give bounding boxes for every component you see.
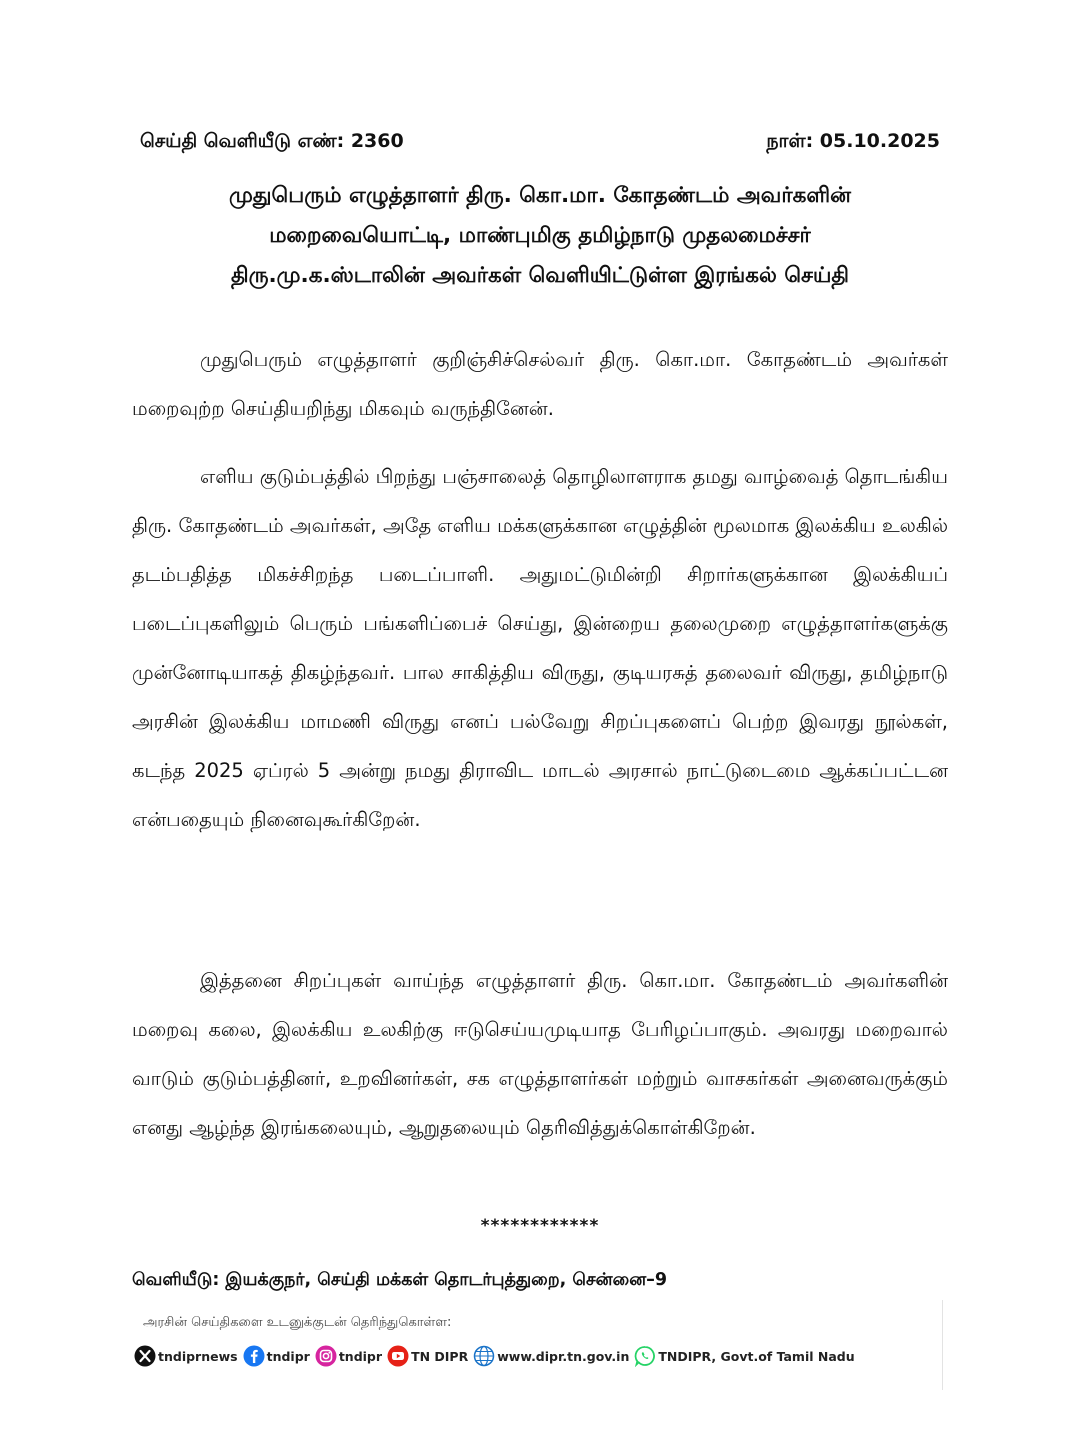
paragraph-2-container bbox=[132, 452, 948, 844]
paragraph-1: முதுபெரும் எழுத்தாளர் குறிஞ்சிச்செல்வர் திரு. கொ.மா. கோதண்டம் அவர்கள் மறைவுற்ற செய்தியறிந்து மிகவும் வருந்தினேன். bbox=[132, 348, 948, 420]
social-website[interactable] bbox=[473, 1345, 629, 1367]
release-date: நாள்: 05.10.2025 bbox=[766, 130, 940, 152]
social-whatsapp-label: TNDIPR, Govt.of Tamil Nadu bbox=[658, 1348, 855, 1364]
paragraph-3: இத்தனை சிறப்புகள் வாய்ந்த எழுத்தாளர் திரு. கொ.மா. கோதண்டம் அவர்களின் மறைவு கலை, இலக்கிய உலகிற்கு ஈடுசெய்யமுடியாத பேரிழப்பாகும். அவரது மறைவால் வாடும் குடும்பத்தினர், உறவினர்கள், சக எழுத்தாளர்கள் மற்றும் வாசகர்கள் அனைவருக்கும் எனது ஆழ்ந்த இரங்கலையும், ஆறுதலையும் தெரிவித்துக்கொள்கிறேன். bbox=[132, 969, 948, 1139]
social-instagram[interactable] bbox=[315, 1345, 382, 1367]
social-youtube-label: TN DIPR bbox=[411, 1348, 469, 1364]
title-line: மறைவையொட்டி, மாண்புமிகு தமிழ்நாடு முதலமைச்சர் bbox=[269, 223, 811, 248]
whatsapp-icon bbox=[634, 1345, 656, 1367]
social-youtube[interactable] bbox=[387, 1345, 468, 1367]
press-release-title bbox=[130, 176, 950, 296]
separator: ************ bbox=[480, 1216, 600, 1236]
globe-icon bbox=[473, 1345, 495, 1367]
facebook-icon bbox=[243, 1345, 265, 1367]
social-links bbox=[134, 1342, 934, 1370]
footer-note: அரசின் செய்திகளை உடனுக்குடன் தெரிந்துகொள்ள: bbox=[143, 1315, 452, 1330]
title-line: திரு.மு.க.ஸ்டாலின் அவர்கள் வெளியிட்டுள்ள இரங்கல் செய்தி bbox=[230, 263, 850, 288]
paragraph-1-container bbox=[132, 335, 948, 433]
social-instagram-label: tndipr bbox=[338, 1348, 383, 1364]
paragraph-2: எளிய குடும்பத்தில் பிறந்து பஞ்சாலைத் தொழிலாளராக தமது வாழ்வைத் தொடங்கிய திரு. கோதண்டம் அவர்கள், அதே எளிய மக்களுக்கான எழுத்தின் மூலமாக இலக்கிய உலகில் தடம்பதித்த மிகச்சிறந்த படைப்பாளி. அதுமட்டுமின்றி சிறார்களுக்கான இலக்கியப் படைப்புகளிலும் பெரும் பங்களிப்பைச் செய்து, இன்றைய தலைமுறை எழுத்தாளர்களுக்கு முன்னோடியாகத் திகழ்ந்தவர். பால சாகித்திய விருது, குடியரசுத் தலைவர் விருது, தமிழ்நாடு அரசின் இலக்கிய மாமணி விருது எனப் பல்வேறு சிறப்புகளைப் பெற்ற இவரது நூல்கள், கடந்த 2025 ஏப்ரல் 5 அன்று நமது திராவிட மாடல் அரசால் நாட்டுடைமை ஆக்கப்பட்டன என்பதையும் நினைவுகூர்கிறேன். bbox=[132, 465, 948, 831]
instagram-icon bbox=[315, 1345, 337, 1367]
social-x-label: tndiprnews bbox=[158, 1348, 238, 1364]
title-line: முதுபெரும் எழுத்தாளர் திரு. கொ.மா. கோதண்டம் அவர்களின் bbox=[229, 183, 851, 208]
social-website-label: www.dipr.tn.gov.in bbox=[497, 1348, 630, 1364]
paragraph-3-container bbox=[132, 956, 948, 1152]
social-facebook[interactable] bbox=[243, 1345, 310, 1367]
social-facebook-label: tndipr bbox=[266, 1348, 310, 1364]
youtube-icon bbox=[387, 1345, 409, 1367]
issued-by: வெளியீடு: இயக்குநர், செய்தி மக்கள் தொடர்புத்துறை, சென்னை–9 bbox=[132, 1270, 668, 1290]
x-icon bbox=[134, 1345, 156, 1367]
release-number: செய்தி வெளியீடு எண்: 2360 bbox=[140, 130, 404, 152]
social-x[interactable] bbox=[134, 1345, 238, 1367]
social-whatsapp[interactable] bbox=[634, 1345, 854, 1367]
